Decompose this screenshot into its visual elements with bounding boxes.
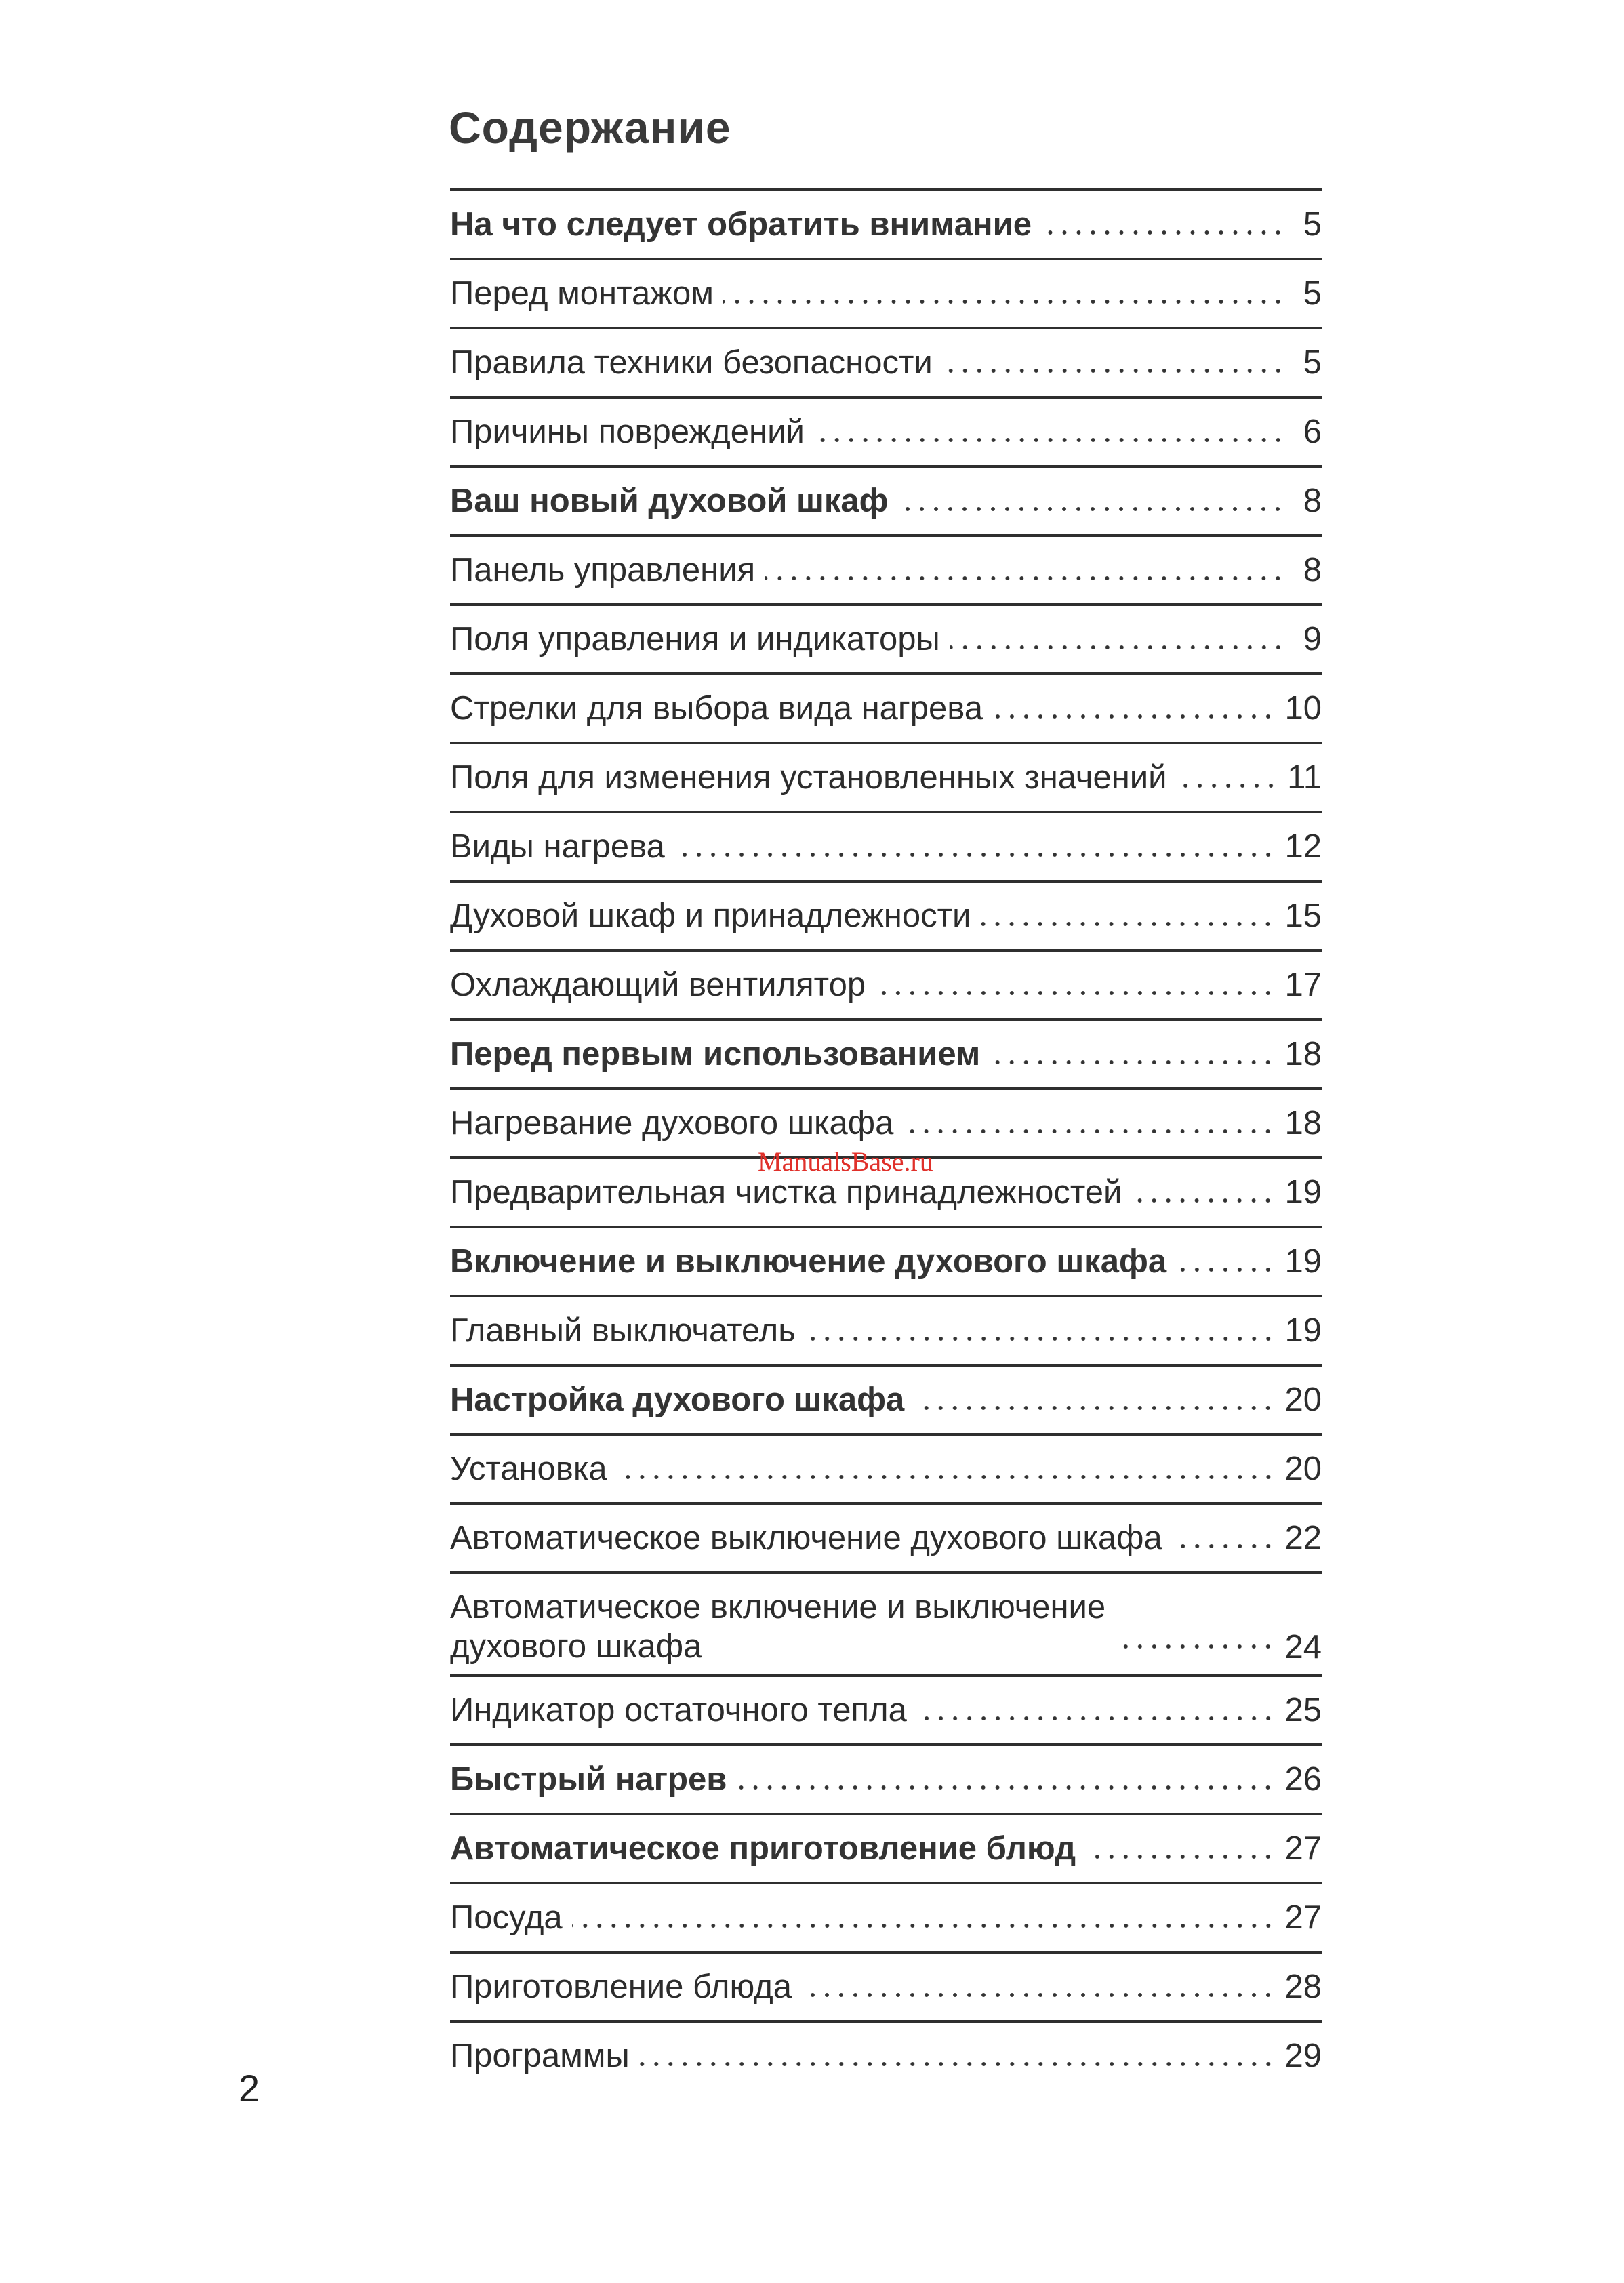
dot-leader: [916, 1714, 1276, 1723]
dot-leader: [980, 919, 1275, 929]
dot-leader: [903, 1127, 1275, 1136]
toc-entry: [450, 744, 1322, 813]
toc-entry-title: На что следует обратить внимание: [450, 206, 1032, 243]
dot-leader: [1041, 228, 1285, 237]
dot-leader: [765, 573, 1285, 583]
toc-entry-title: Автоматическое включение и выключение духового шкафа: [450, 1589, 1106, 1665]
toc-entry-page: 10: [1284, 690, 1322, 727]
toc-entry-title: Охлаждающий вентилятор: [450, 967, 866, 1003]
dot-leader: [736, 1783, 1275, 1792]
toc-entry-page: 5: [1303, 275, 1322, 312]
toc-entry-page: 8: [1303, 552, 1322, 588]
dot-leader: [814, 435, 1285, 445]
toc-entry-title: Перед монтажом: [450, 275, 714, 312]
toc-entry: [450, 1021, 1322, 1090]
toc-entry-page: 27: [1284, 1899, 1322, 1936]
toc-entry-page: 8: [1303, 483, 1322, 519]
toc-entry-title: Предварительная чистка принадлежностей: [450, 1174, 1122, 1211]
toc-entry-title: Духовой шкаф и принадлежности: [450, 897, 971, 934]
page-title: Содержание: [449, 102, 731, 153]
toc-entry-page: 19: [1284, 1243, 1322, 1280]
toc-entry-title: Панель управления: [450, 552, 756, 588]
toc-entry-page: 17: [1284, 967, 1322, 1003]
toc-entry-page: 18: [1284, 1105, 1322, 1142]
toc-entry: [450, 1367, 1322, 1436]
toc-entry: [450, 1884, 1322, 1954]
dot-leader: [723, 297, 1285, 306]
toc-entry-page: 9: [1303, 621, 1322, 658]
toc-entry-title: Правила техники безопасности: [450, 344, 933, 381]
toc-entry-page: 20: [1284, 1451, 1322, 1487]
dot-leader: [950, 643, 1285, 652]
toc-entry-page: 11: [1287, 759, 1322, 796]
toc-entry-title: Автоматическое выключение духового шкафа: [450, 1520, 1162, 1556]
toc-entry-page: 18: [1284, 1036, 1322, 1072]
dot-leader: [639, 2059, 1276, 2069]
dot-leader: [914, 1403, 1275, 1413]
toc-entry: [450, 1746, 1322, 1815]
toc-entry-page: 6: [1303, 413, 1322, 450]
dot-leader: [801, 1990, 1276, 2000]
toc-entry-title: Посуда: [450, 1899, 563, 1936]
toc-entry: [450, 883, 1322, 952]
toc-entry: [450, 329, 1322, 399]
dot-leader: [617, 1472, 1276, 1482]
dot-leader: [875, 988, 1275, 998]
dot-leader: [1115, 1642, 1275, 1651]
toc-entry-page: 26: [1284, 1761, 1322, 1798]
toc-entry-page: 27: [1284, 1830, 1322, 1867]
toc-entry-page: 29: [1284, 2038, 1322, 2074]
toc-entry: [450, 1677, 1322, 1746]
toc-entry-page: 5: [1303, 206, 1322, 243]
toc-entry-page: 22: [1284, 1520, 1322, 1556]
toc-entry-title: Причины повреждений: [450, 413, 805, 450]
toc-entry-title: Установка: [450, 1451, 607, 1487]
toc-entry-title: Поля для изменения установленных значений: [450, 759, 1167, 796]
toc-entry: [450, 952, 1322, 1021]
toc-entry: [450, 191, 1322, 260]
toc-entry-page: 12: [1284, 828, 1322, 865]
toc-entry: [450, 606, 1322, 675]
toc-entry-page: 28: [1284, 1968, 1322, 2005]
toc-entry: [450, 468, 1322, 537]
toc-entry-page: 25: [1284, 1692, 1322, 1729]
toc-entry: [450, 1505, 1322, 1574]
toc-entry: [450, 399, 1322, 468]
toc-entry-page: 24: [1284, 1629, 1322, 1665]
toc-entry-title: Стрелки для выбора вида нагрева: [450, 690, 983, 727]
dot-leader: [990, 1057, 1275, 1067]
toc-entry: [450, 1228, 1322, 1297]
toc-entry-title: Нагревание духового шкафа: [450, 1105, 894, 1142]
dot-leader: [1085, 1852, 1275, 1861]
dot-leader: [1176, 1265, 1275, 1274]
toc-entry-page: 15: [1284, 897, 1322, 934]
toc-entry: [450, 2023, 1322, 2089]
toc-entry-page: 5: [1303, 344, 1322, 381]
page-number: 2: [239, 2067, 260, 2109]
dot-leader: [805, 1334, 1276, 1343]
toc-entry-title: Главный выключатель: [450, 1312, 796, 1349]
toc-entry: [450, 260, 1322, 329]
watermark: ManualsBase.ru: [758, 1146, 933, 1177]
toc-entry-title: Настройка духового шкафа: [450, 1381, 905, 1418]
toc-entry-title: Ваш новый духовой шкаф: [450, 483, 889, 519]
table-of-contents: [450, 188, 1322, 2089]
dot-leader: [1177, 781, 1278, 790]
toc-entry: [450, 813, 1322, 883]
toc-entry-page: 20: [1284, 1381, 1322, 1418]
toc-entry: [450, 537, 1322, 606]
toc-entry-page: 19: [1284, 1312, 1322, 1349]
toc-entry-title: Виды нагрева: [450, 828, 665, 865]
toc-entry: [450, 1436, 1322, 1505]
toc-entry: [450, 1954, 1322, 2023]
toc-entry-title: Автоматическое приготовление блюд: [450, 1830, 1076, 1867]
dot-leader: [992, 712, 1275, 721]
dot-leader: [572, 1921, 1276, 1931]
dot-leader: [674, 850, 1276, 860]
toc-entry-title: Поля управления и индикаторы: [450, 621, 940, 658]
dot-leader: [1131, 1196, 1275, 1205]
toc-entry-title: Перед первым использованием: [450, 1036, 981, 1072]
dot-leader: [1172, 1541, 1276, 1551]
toc-entry: [450, 1815, 1322, 1884]
toc-entry: [450, 675, 1322, 744]
toc-entry: [450, 1297, 1322, 1367]
toc-entry-title: Включение и выключение духового шкафа: [450, 1243, 1167, 1280]
toc-entry-title: Приготовление блюда: [450, 1968, 792, 2005]
toc-entry-title: Быстрый нагрев: [450, 1761, 727, 1798]
toc-entry-title: Индикатор остаточного тепла: [450, 1692, 907, 1729]
toc-entry-page: 19: [1284, 1174, 1322, 1211]
dot-leader: [942, 366, 1285, 376]
toc-entry: [450, 1574, 1322, 1677]
dot-leader: [897, 504, 1285, 514]
toc-entry-title: Программы: [450, 2038, 630, 2074]
